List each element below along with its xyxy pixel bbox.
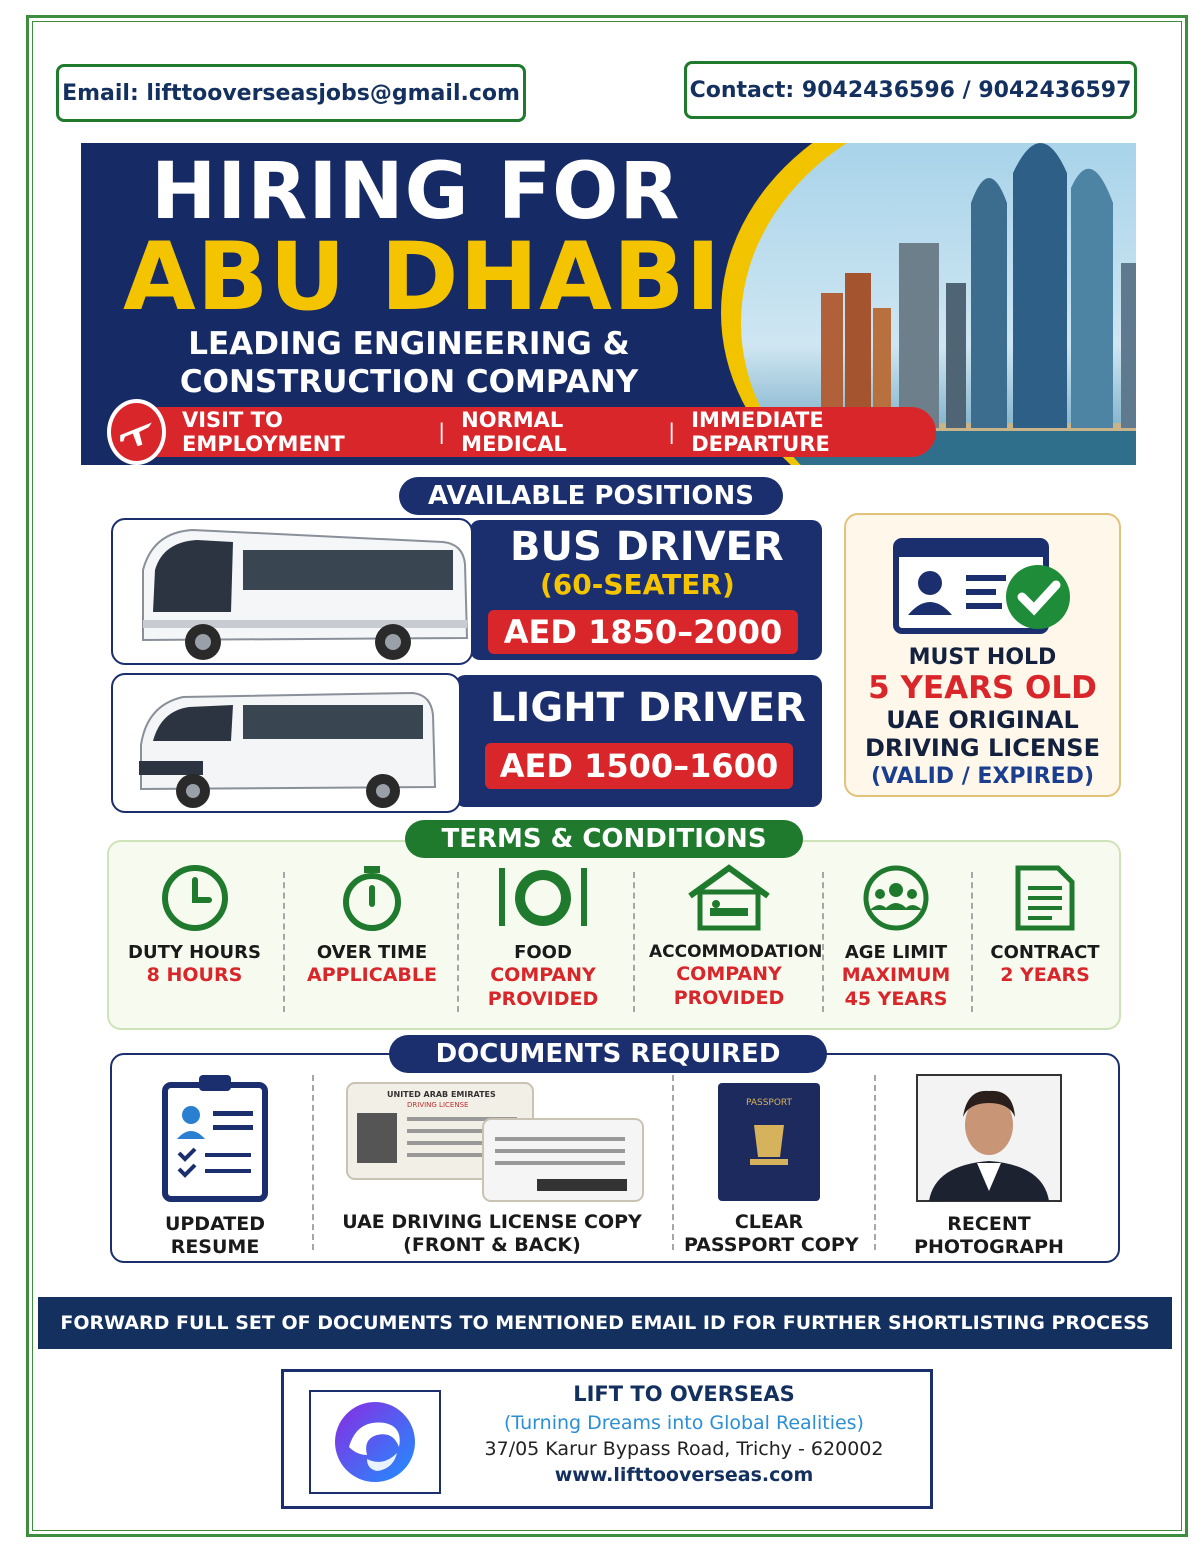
company-website[interactable]: www.lifttooverseas.com: [554, 1464, 814, 1486]
term-value: 2 YEARS: [1000, 964, 1090, 986]
term-label: DUTY HOURS: [128, 942, 261, 963]
hero-subtitle-line2: CONSTRUCTION COMPANY: [179, 364, 639, 400]
term-duty-hours: [127, 864, 262, 987]
divider: [874, 1075, 876, 1250]
term-age-limit: [837, 864, 955, 1011]
license-line2: 5 YEARS OLD: [868, 670, 1097, 706]
doc-label: UAE DRIVING LICENSE COPY: [342, 1211, 642, 1233]
bus-driver-salary: AED 1850–2000: [488, 610, 798, 654]
contact-box[interactable]: [684, 61, 1137, 119]
term-label: CONTRACT: [990, 942, 1100, 963]
card-sub: DRIVING LICENSE: [407, 1101, 469, 1109]
highlight-departure: IMMEDIATE DEPARTURE: [691, 408, 830, 456]
divider: [822, 872, 824, 1012]
term-label: OVER TIME: [316, 942, 428, 963]
divider: [283, 872, 285, 1012]
divider: [457, 872, 459, 1012]
highlight-separator: |: [438, 420, 446, 444]
license-line3: UAE ORIGINAL: [886, 706, 1079, 734]
company-logo: [309, 1390, 441, 1494]
term-value: COMPANY: [676, 963, 782, 985]
doc-label: CLEAR: [734, 1211, 804, 1233]
notice-text: FORWARD FULL SET OF DOCUMENTS TO MENTIONED EMAIL ID FOR FURTHER SHORTLISTING PROCESS: [60, 1312, 1150, 1334]
doc-resume: [140, 1073, 290, 1259]
doc-passport: [684, 1081, 859, 1257]
bus-image: [111, 518, 473, 665]
plane-icon: [107, 399, 166, 465]
hero-title-line2: ABU DHABI: [123, 223, 722, 332]
document-icon: [1010, 864, 1080, 932]
light-driver-card: [455, 675, 822, 807]
passport-icon: [714, 1081, 824, 1203]
people-group-icon: [856, 864, 936, 932]
term-accommodation: [649, 864, 823, 1010]
forward-documents-notice: [38, 1297, 1172, 1349]
bus-icon: [113, 520, 473, 665]
divider: [312, 1075, 314, 1250]
company-text: [474, 1382, 894, 1486]
van-icon: [113, 675, 461, 813]
documents-heading: DOCUMENTS REQUIRED: [389, 1035, 827, 1073]
term-label: FOOD: [514, 942, 572, 963]
passport-text: PASSPORT: [745, 1098, 793, 1108]
id-card-check-icon: [888, 531, 1078, 635]
available-positions-heading: AVAILABLE POSITIONS: [399, 477, 783, 515]
doc-driving-license: [337, 1079, 647, 1257]
terms-box: [107, 840, 1121, 1030]
term-value: PROVIDED: [673, 987, 785, 1009]
doc-label: UPDATED: [164, 1213, 266, 1235]
company-address: 37/05 Karur Bypass Road, Trichy - 620002: [484, 1438, 884, 1460]
divider: [971, 872, 973, 1012]
card-title: UNITED ARAB EMIRATES: [387, 1090, 496, 1099]
resume-clipboard-icon: [155, 1073, 275, 1203]
term-value: MAXIMUM: [841, 964, 951, 986]
highlight-medical: NORMAL MEDICAL: [461, 408, 567, 456]
license-line1: MUST HOLD: [908, 645, 1057, 670]
portrait-photo-icon: [915, 1073, 1063, 1203]
highlight-separator: |: [668, 420, 676, 444]
license-requirement-box: [844, 513, 1121, 797]
plate-cutlery-icon: [493, 864, 593, 932]
email-box[interactable]: [56, 64, 526, 122]
doc-photograph: [902, 1073, 1076, 1259]
documents-box: [110, 1053, 1120, 1263]
light-driver-title: LIGHT DRIVER: [490, 685, 806, 731]
van-image: [111, 673, 461, 813]
term-value: APPLICABLE: [307, 964, 437, 986]
hero-subtitle-line1: LEADING ENGINEERING &: [188, 326, 630, 362]
doc-label: RECENT: [947, 1213, 1031, 1235]
bus-driver-card: [470, 520, 822, 660]
company-name: LIFT TO OVERSEAS: [573, 1382, 795, 1406]
term-overtime: [302, 864, 442, 987]
hero-banner: [81, 143, 1136, 465]
driving-license-cards-icon: [337, 1079, 647, 1203]
bus-driver-seats: (60-SEATER): [540, 568, 735, 601]
term-value: 8 HOURS: [146, 964, 243, 986]
clock-icon: [155, 864, 235, 932]
term-contract: [989, 864, 1101, 987]
doc-label: PASSPORT COPY: [684, 1234, 859, 1256]
email-text: Email: lifttooverseasjobs@gmail.com: [62, 80, 520, 106]
doc-label: (FRONT & BACK): [403, 1234, 581, 1256]
divider: [672, 1075, 674, 1250]
hero-title-line1: HIRING FOR: [151, 147, 681, 237]
bus-driver-title: BUS DRIVER: [510, 524, 784, 570]
contact-text: Contact: 9042436596 / 9042436597: [689, 77, 1132, 103]
house-bed-icon: [684, 864, 774, 932]
swirl-logo-icon: [327, 1397, 423, 1487]
hero-highlights-strip: [111, 407, 936, 457]
divider: [633, 872, 635, 1012]
company-info-box: [281, 1369, 933, 1509]
doc-label: RESUME: [170, 1236, 260, 1258]
term-value: 45 YEARS: [844, 988, 948, 1010]
light-driver-salary: AED 1500–1600: [485, 743, 793, 789]
license-line5: (VALID / EXPIRED): [870, 764, 1095, 789]
highlight-visit: VISIT TO EMPLOYMENT: [181, 408, 345, 456]
license-line4: DRIVING LICENSE: [865, 734, 1100, 762]
term-label: AGE LIMIT: [844, 942, 948, 963]
hero-subtitle: [159, 325, 659, 401]
stopwatch-icon: [332, 864, 412, 932]
term-value: COMPANY: [490, 964, 596, 986]
company-tagline: (Turning Dreams into Global Realities): [504, 1412, 864, 1434]
terms-heading: TERMS & CONDITIONS: [405, 820, 803, 858]
term-label: ACCOMMODATION: [649, 942, 823, 962]
term-value: PROVIDED: [487, 988, 599, 1010]
doc-label: PHOTOGRAPH: [914, 1236, 1064, 1258]
term-food: [477, 864, 609, 1011]
